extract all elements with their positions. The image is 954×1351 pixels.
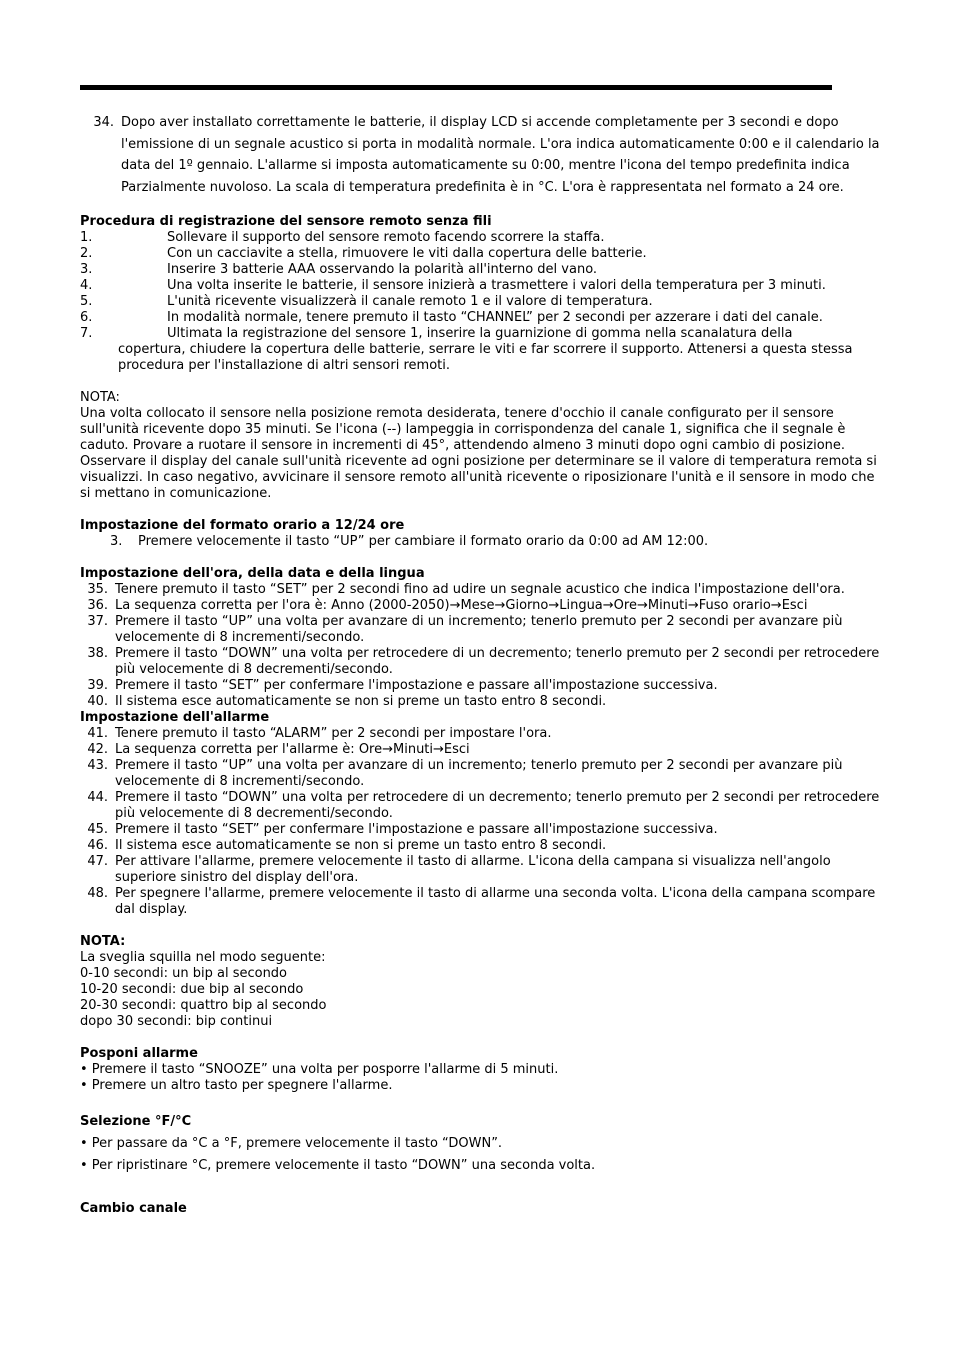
list-text: Premere il tasto “SET” per confermare l'impostazione e passare all'impostazione successiva. [115, 678, 718, 693]
nota-line: dopo 30 secondi: bip continui [80, 1014, 273, 1029]
list-number: 35. [87, 582, 108, 597]
list-number: 45. [87, 822, 108, 837]
list-number: 7. [80, 326, 93, 341]
header-rule [80, 85, 832, 90]
list-text: Premere velocemente il tasto “UP” per cambiare il formato orario da 0:00 ad AM 12:00. [138, 534, 709, 549]
list-item [80, 230, 880, 246]
list-item [80, 582, 880, 598]
document-body [80, 112, 880, 1217]
list-item [80, 262, 880, 278]
list-number: 39. [87, 678, 108, 693]
list-text: Tenere premuto il tasto “SET” per 2 secondi fino ad udire un segnale acustico che indica l'impostazione dell'ora. [115, 582, 845, 597]
bullet-item: • Premere un altro tasto per spegnere l'allarme. [80, 1078, 393, 1093]
intro-item [86, 112, 880, 198]
list-text: Premere il tasto “UP” una volta per avanzare di un incremento; tenerlo premuto per 2 secondi per avanzare più velocemente di 8 incrementi/secondo. [115, 614, 843, 645]
list-item [80, 854, 880, 886]
list-text: L'unità ricevente visualizzerà il canale remoto 1 e il valore di temperatura. [167, 294, 653, 309]
list-number: 40. [87, 694, 108, 709]
list-text: Premere il tasto “DOWN” una volta per retrocedere di un decremento; tenerlo premuto per 2 secondi per retrocedere più velocemente di 8 decrementi/secondo. [115, 790, 880, 821]
list-item [80, 742, 880, 758]
nota-line: 20-30 secondi: quattro bip al secondo [80, 998, 327, 1013]
list-text: Una volta inserite le batterie, il sensore inizierà a trasmettere i valori della temperatura per 3 minuti. [167, 278, 826, 293]
list-item [80, 678, 880, 694]
list-item [80, 534, 880, 550]
alarm-heading: Impostazione dell'allarme [80, 710, 270, 725]
intro-text: Dopo aver installato correttamente le batterie, il display LCD si accende completamente per 3 secondi e dopo l'emissione di un segnale acustico si porta in modalità normale. L'ora indica automaticamente 0:00 e il calendario la data del 1º gennaio. L'allarme si imposta automaticamente su 0:00, mentre l'icona del tempo predefinita indica Parzialmente nuvoloso. La scala di temperatura predefinita è in °C. L'ora è rappresentata nel formato a 24 ore. [121, 115, 880, 195]
list-item [80, 726, 880, 742]
list-number: 47. [87, 854, 108, 869]
list-text: In modalità normale, tenere premuto il tasto “CHANNEL” per 2 secondi per azzerare i dati del canale. [167, 310, 823, 325]
list-text: Sollevare il supporto del sensore remoto facendo scorrere la staffa. [167, 230, 605, 245]
list-text: Il sistema esce automaticamente se non si preme un tasto entro 8 secondi. [115, 838, 607, 853]
bullet-item: • Premere il tasto “SNOOZE” una volta per posporre l'allarme di 5 minuti. [80, 1062, 559, 1077]
list-number: 6. [80, 310, 93, 325]
list-text: La sequenza corretta per l'ora è: Anno (2000-2050)→Mese→Giorno→Lingua→Ore→Minuti→Fuso orario→Esci [115, 598, 808, 613]
list-number: 3. [80, 262, 93, 277]
list-text: Per spegnere l'allarme, premere velocemente il tasto di allarme una seconda volta. L'icona della campana scompare dal display. [115, 886, 876, 917]
list-number: 34. [93, 115, 114, 130]
registration-list [80, 230, 880, 374]
list-item [80, 694, 880, 710]
nota-line: 0-10 secondi: un bip al secondo [80, 966, 288, 981]
list-number: 44. [87, 790, 108, 805]
list-text: Tenere premuto il tasto “ALARM” per 2 secondi per impostare l'ora. [115, 726, 552, 741]
list-item [80, 278, 880, 294]
list-text: Il sistema esce automaticamente se non si preme un tasto entro 8 secondi. [115, 694, 607, 709]
list-text: Ultimata la registrazione del sensore 1, inserire la guarnizione di gomma nella scanalatura della [167, 326, 793, 341]
list-item [80, 246, 880, 262]
channel-heading: Cambio canale [80, 1201, 187, 1216]
nota-heading: NOTA: [80, 934, 126, 949]
nota-line: La sveglia squilla nel modo seguente: [80, 950, 326, 965]
list-item [80, 822, 880, 838]
list-item-continuation: copertura, chiudere la copertura delle batterie, serrare le viti e far scorrere il supporto. Attenersi a questa stessa procedura per l'installazione di altri sensori remoti. [118, 342, 853, 373]
list-number: 37. [87, 614, 108, 629]
list-number: 3. [110, 534, 123, 549]
list-number: 1. [80, 230, 93, 245]
list-item [80, 598, 880, 614]
list-number: 5. [80, 294, 93, 309]
alarm-list [80, 726, 880, 918]
list-number: 38. [87, 646, 108, 661]
list-item [80, 614, 880, 646]
snooze-heading: Posponi allarme [80, 1046, 198, 1061]
list-text: Premere il tasto “UP” una volta per avanzare di un incremento; tenerlo premuto per 2 secondi per avanzare più velocemente di 8 incrementi/secondo. [115, 758, 843, 789]
list-text: Con un cacciavite a stella, rimuovere le viti dalla copertura delle batterie. [167, 246, 647, 261]
list-text: Premere il tasto “SET” per confermare l'impostazione e passare all'impostazione successiva. [115, 822, 718, 837]
list-item [80, 310, 880, 326]
nota-text: Una volta collocato il sensore nella posizione remota desiderata, tenere d'occhio il canale configurato per il sensore sull'unità ricevente dopo 35 minuti. Se l'icona (--) lampeggia in corrispondenza del canale 1, significa che il segnale è caduto. Provare a ruotare il sensore in incrementi di 45°, attendendo almeno 3 minuti dopo ogni cambio di posizione. Osservare il display del canale sull'unità ricevente ad ogni posizione per determinare se il valore di temperatura remota si visualizzi. In caso negativo, avvicinare il sensore remoto all'unità ricevente o riposizionare l'unità e il sensore in modo che si mettano in comunicazione. [80, 406, 877, 501]
list-item [80, 886, 880, 918]
nota-heading: NOTA: [80, 390, 120, 405]
list-item [80, 326, 880, 342]
list-number: 48. [87, 886, 108, 901]
list-number: 36. [87, 598, 108, 613]
list-item [80, 294, 880, 310]
bullet-item: • Per ripristinare °C, premere velocemente il tasto “DOWN” una seconda volta. [80, 1158, 596, 1173]
list-number: 2. [80, 246, 93, 261]
list-number: 43. [87, 758, 108, 773]
list-number: 41. [87, 726, 108, 741]
list-number: 42. [87, 742, 108, 757]
list-item [80, 758, 880, 790]
list-item [80, 790, 880, 822]
list-number: 4. [80, 278, 93, 293]
time-heading: Impostazione dell'ora, della data e della lingua [80, 566, 425, 581]
bullet-item: • Per passare da °C a °F, premere velocemente il tasto “DOWN”. [80, 1136, 503, 1151]
unit-heading: Selezione °F/°C [80, 1114, 192, 1129]
format-heading: Impostazione del formato orario a 12/24 ore [80, 518, 405, 533]
list-text: La sequenza corretta per l'allarme è: Ore→Minuti→Esci [115, 742, 470, 757]
list-text: Inserire 3 batterie AAA osservando la polarità all'interno del vano. [167, 262, 598, 277]
list-text: Per attivare l'allarme, premere velocemente il tasto di allarme. L'icona della campana si visualizza nell'angolo superiore sinistro del display dell'ora. [115, 854, 831, 885]
registration-heading: Procedura di registrazione del sensore remoto senza fili [80, 214, 492, 229]
list-item [80, 838, 880, 854]
list-item [80, 646, 880, 678]
list-number: 46. [87, 838, 108, 853]
list-text: Premere il tasto “DOWN” una volta per retrocedere di un decremento; tenerlo premuto per 2 secondi per retrocedere più velocemente di 8 decrementi/secondo. [115, 646, 880, 677]
time-list [80, 582, 880, 710]
nota-line: 10-20 secondi: due bip al secondo [80, 982, 304, 997]
